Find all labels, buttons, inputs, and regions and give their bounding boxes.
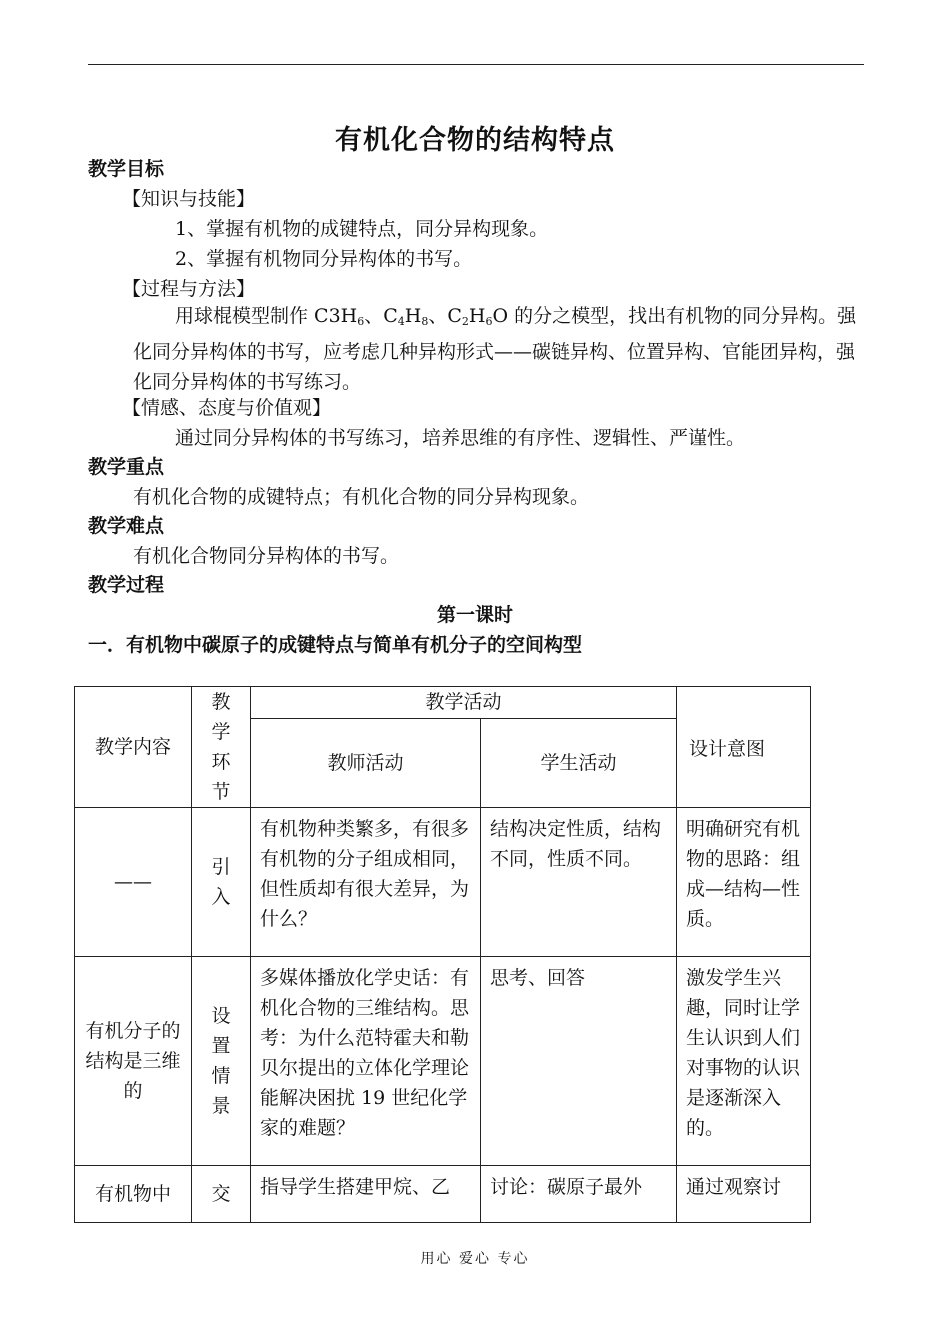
process-heading: 教学过程 <box>88 574 165 596</box>
difficulties-heading: 教学难点 <box>88 515 165 537</box>
process-text: 用球棍模型制作 $C3H_6$、$C_4H_8$、$C_2H_6O$ 的分之模型，找出有机物的同分异构。强化同分异构体的书写，应考虑几种异构形式——碳链异构、位置异构、官能团异构，强化同分异构体的书写练习。 <box>133 305 857 393</box>
knowledge-label: 【知识与技能】 <box>122 188 256 210</box>
row-intent: 明确研究有机物的思路：组成—结构—性质。 <box>677 808 811 957</box>
header-intent: 设计意图 <box>677 687 811 808</box>
process-label: 【过程与方法】 <box>122 278 256 300</box>
row-content: —— <box>75 808 192 957</box>
table-row <box>75 1166 811 1223</box>
header-rule <box>88 64 864 65</box>
section-heading: 一．有机物中碳原子的成键特点与简单有机分子的空间构型 <box>88 634 583 656</box>
keypoints-heading: 教学重点 <box>88 456 165 478</box>
row-content: 有机分子的结构是三维的 <box>75 957 192 1166</box>
page-footer: 用心 爱心 专心 <box>420 1251 530 1267</box>
header-activity: 教学活动 <box>251 687 677 719</box>
objectives-heading: 教学目标 <box>88 158 165 180</box>
row-intent: 激发学生兴趣，同时让学生认识到人们对事物的认识是逐渐深入的。 <box>677 957 811 1166</box>
row-teacher: 多媒体播放化学史话：有机化合物的三维结构。思考：为什么范特霍夫和勒贝尔提出的立体化学理论能解决困扰 19 世纪化学家的难题？ <box>251 957 481 1166</box>
row-content: 有机物中 <box>75 1166 192 1223</box>
lesson-plan-table <box>74 686 811 1223</box>
knowledge-item: 2、掌握有机物同分异构体的书写。 <box>175 248 473 270</box>
difficulties-text: 有机化合物同分异构体的书写。 <box>133 545 400 567</box>
row-student: 思考、回答 <box>481 957 677 1166</box>
row-student: 结构决定性质，结构不同，性质不同。 <box>481 808 677 957</box>
row-intent: 通过观察讨 <box>677 1166 811 1223</box>
keypoints-text: 有机化合物的成键特点；有机化合物的同分异构现象。 <box>133 486 590 508</box>
row-student: 讨论：碳原子最外 <box>481 1166 677 1223</box>
header-student: 学生活动 <box>481 718 677 807</box>
document-title: 有机化合物的结构特点 <box>335 125 615 156</box>
knowledge-item: 1、掌握有机物的成键特点，同分异构现象。 <box>175 218 549 240</box>
table-row <box>75 808 811 957</box>
lesson-label: 第一课时 <box>436 604 513 626</box>
emotion-label: 【情感、态度与价值观】 <box>122 397 332 419</box>
row-stage: 引 入 <box>192 808 251 957</box>
row-teacher: 有机物种类繁多，有很多有机物的分子组成相同，但性质却有很大差异，为什么？ <box>251 808 481 957</box>
row-stage: 交 <box>192 1166 251 1223</box>
header-stage: 教 学 环 节 <box>192 687 251 808</box>
header-teacher: 教师活动 <box>251 718 481 807</box>
emotion-text: 通过同分异构体的书写练习，培养思维的有序性、逻辑性、严谨性。 <box>175 427 746 449</box>
header-content: 教学内容 <box>75 687 192 808</box>
table-row <box>75 957 811 1166</box>
table-header-row <box>75 687 811 719</box>
row-teacher: 指导学生搭建甲烷、乙 <box>251 1166 481 1223</box>
row-stage: 设 置 情 景 <box>192 957 251 1166</box>
